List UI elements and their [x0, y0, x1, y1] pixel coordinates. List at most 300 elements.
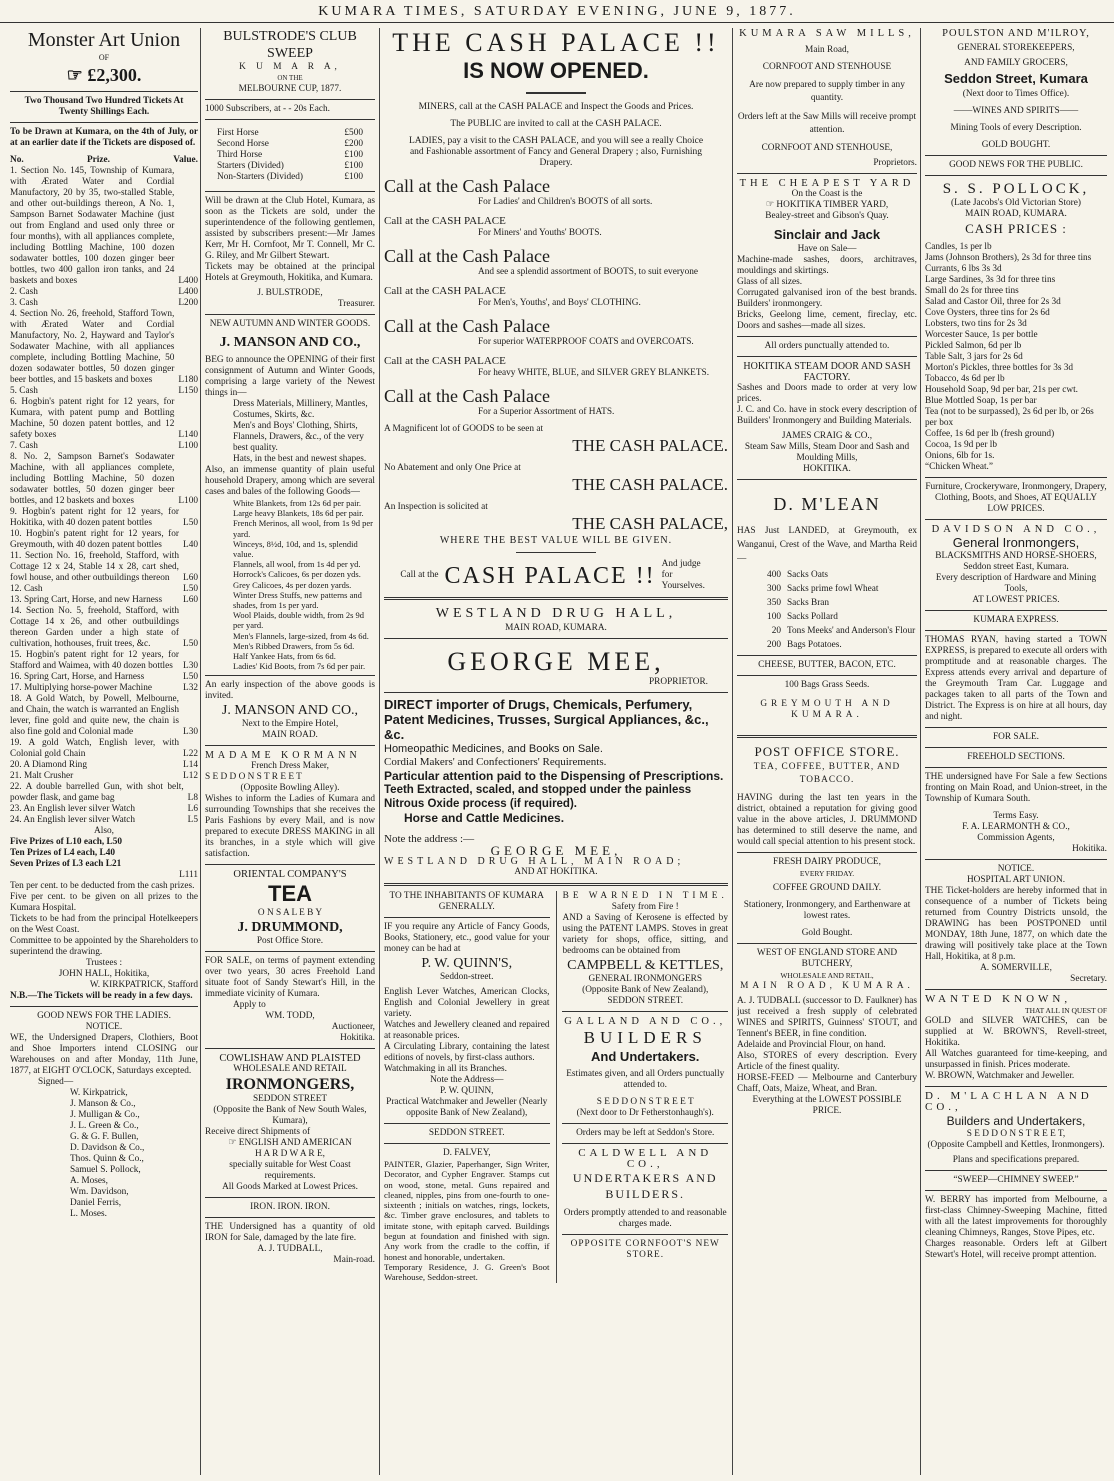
galland-street: S E D D O N S T R E E T	[596, 1097, 694, 1107]
prize-value: L50	[183, 639, 198, 649]
call-heading: Call at the Cash Palace	[384, 246, 550, 266]
goods-item: Men's and Boys' Clothing, Shirts, Flannels, Drawers, &c., of the very best quality.	[233, 421, 364, 453]
cargo-item: Bags Potatoes.	[787, 640, 842, 650]
call-heading: Call at the Cash Palace	[384, 386, 550, 406]
next-to-empire: Next to the Empire Hotel,	[241, 719, 339, 730]
direct-importer: DIRECT importer of Drugs, Chemicals, Perfumery, Patent Medicines, Trusses, Surgical Appliances, &c., &c.	[384, 697, 709, 742]
have-on-sale: Have on Sale—	[797, 244, 857, 254]
judge-yourselves: And judge for Yourselves.	[661, 559, 705, 591]
prize-value: L400	[178, 276, 198, 286]
cargo-qty: 20	[771, 626, 781, 636]
caldwell-orders: Orders promptly attended to and reasonable charges made.	[563, 1208, 727, 1229]
sinclair-item: Machine-made sashes, doors, architraves, mouldings and skirtings.	[737, 255, 917, 276]
prize-value: L50	[183, 672, 198, 682]
price-item: Household Soap, 9d per bar, 21s per cwt.	[925, 385, 1078, 395]
pollock-main-road: MAIN ROAD, KUMARA.	[965, 209, 1067, 219]
price-item: Currants, 6 lbs 3s 3d	[925, 264, 1002, 274]
no-abatement-line: No Abatement and only One Price at	[384, 463, 521, 473]
on-sale-by: O N S A L E B Y	[257, 908, 323, 919]
sinclair-item: Glass of all sizes.	[737, 277, 803, 287]
cash-palace-big: CASH PALACE !!	[444, 562, 656, 589]
prize-list	[10, 166, 198, 826]
price-item: Grey Calicoes, 4s per dozen yards.	[233, 579, 352, 590]
sweep-cup: MELBOURNE CUP, 1877.	[238, 84, 342, 94]
watches-cleaned: Watches and Jewellery cleaned and repaired at reasonable prices.	[384, 1020, 550, 1041]
prize-value: L60	[183, 595, 198, 605]
price-item: Pickled Salmon, 6d per lb	[925, 341, 1022, 351]
horse-row	[217, 128, 363, 139]
estimates: Estimates given, and all Orders punctually attended to.	[566, 1069, 725, 1090]
kormann-sub: French Dress Maker,	[251, 761, 329, 772]
horse-row	[217, 150, 363, 161]
header-prize: Prize.	[87, 155, 110, 165]
quinn-block	[384, 891, 550, 1283]
wanted-known: WANTED KNOWN,	[925, 993, 1072, 1005]
prize-value: L140	[178, 430, 198, 440]
public-line: The PUBLIC are invited to call at the CASH PALACE.	[450, 119, 662, 129]
particular-attention: Particular attention paid to the Dispensing of Prescriptions.	[384, 769, 724, 783]
price-list	[925, 242, 1107, 473]
hospital-body: THE Ticket-holders are hereby informed that in consequence of a number of Tickets being returned from Country Districts unsold, the DRAWING has been POSTPONED until MONDAY, 18th June, 1877, on which date the drawing will positively take place at the Town Hall, Hokitika, at 8 p.m.	[925, 886, 1107, 962]
prize-text: 2. Cash	[10, 287, 38, 297]
tea-coffee: TEA, COFFEE, BUTTER, AND TOBACCO.	[753, 762, 901, 785]
iron-body: THE Undersigned has a quantity of old IRON for Sale, damaged by the late fire.	[205, 1222, 375, 1244]
post-office-store: Post Office Store.	[256, 936, 324, 947]
column-2	[205, 28, 375, 1477]
temporary-residence: Temporary Residence, J. G. Green's Boot Warehouse, Seddon-street.	[384, 1261, 550, 1283]
notice-label: NOTICE.	[85, 1022, 123, 1032]
cargo-row	[737, 612, 917, 623]
prize-text: 22. A double barrelled Gun, with shot belt, powder flask, and game bag	[10, 782, 184, 803]
sinclair-item: Bricks, Geelong lime, cement, fireclay, etc. Doors and sashes—made all sizes.	[737, 310, 917, 331]
prize-row	[10, 441, 198, 452]
call-block	[384, 354, 728, 379]
items-list	[205, 498, 375, 671]
price-item: Winceys, 8½d, 10d, and 1s, splendid value.	[233, 538, 358, 560]
apply-to: Apply to	[233, 1000, 266, 1011]
signer: L. Moses.	[70, 1209, 107, 1219]
west-england: WEST OF ENGLAND STORE AND BUTCHERY,	[756, 948, 898, 969]
sweep-heading: “SWEEP—CHIMNEY SWEEP.”	[953, 1175, 1079, 1185]
specially-suitable: specially suitable for West Coast requirements.	[229, 1160, 351, 1182]
trustee: JOHN HALL, Hokitika,	[58, 969, 150, 979]
having-body: HAVING during the last ten years in the district, obtained a reputation for giving good value in the above articles, J. DRUMMOND has determined to still deserve the name, and would call special attention to his present stock.	[737, 793, 917, 847]
somerville-name: A. SOMERVILLE,	[980, 963, 1052, 973]
kormann-body: Wishes to inform the Ladies of Kumara and surrounding Townships that she receives the Paris Fashions by every Mail, and is now prepared to execute DRESS MAKING in all its branches, in a style which will give satisfaction.	[205, 794, 375, 860]
practical-watchmaker: Practical Watchmaker and Jeweller (Nearly opposite Bank of New Zealand),	[386, 1097, 548, 1118]
call-block	[384, 175, 728, 208]
signer: Daniel Ferris,	[70, 1198, 122, 1208]
prize-row	[10, 386, 198, 397]
in-quest-of: THAT ALL IN QUEST OF	[1025, 1006, 1107, 1015]
column-rule	[379, 28, 380, 1475]
orders-left: Orders may be left at Seddon's Store.	[576, 1128, 715, 1138]
opp-bnz: (Opposite Bank of New Zealand),	[582, 985, 709, 995]
quinn-body: IF you require any Article of Fancy Goods, Books, Stationery, etc., good value for your money can be had at	[384, 922, 550, 954]
lowest-prices: AT LOWEST PRICES.	[972, 595, 1060, 605]
prize-row	[10, 606, 198, 650]
cargo-qty: 400	[767, 570, 781, 580]
prize-value: L6	[187, 804, 198, 814]
prize-row	[10, 771, 198, 782]
prize-value: L400	[178, 287, 198, 297]
horse-list	[205, 124, 375, 187]
call-heading: Call at the CASH PALACE	[384, 355, 506, 367]
tickets-had: Tickets to be had from the principal Hotelkeepers on the West Coast.	[10, 914, 198, 935]
price-item: Jams (Johnson Brothers), 2s 3d for three tins	[925, 253, 1092, 263]
greymouth-kumara: GREYMOUTH AND KUMARA.	[760, 699, 894, 720]
tickets-line: Two Thousand Two Hundred Tickets At Twenty Shillings Each.	[24, 96, 184, 117]
horse-row	[217, 161, 363, 172]
cargo-qty: 300	[767, 584, 781, 594]
mclean-title: D. M'LEAN	[773, 494, 881, 514]
prize-row	[10, 529, 198, 551]
notice-title: NOTICE.	[997, 864, 1035, 874]
trustees-label: Trustees :	[85, 958, 123, 968]
horse-value: £100	[344, 172, 363, 182]
signer: J. L. Green & Co.,	[70, 1121, 139, 1131]
cordial-makers: Cordial Makers' and Confectioners' Requirements.	[384, 756, 607, 768]
safety-from-fire: Safety from Fire !	[611, 902, 679, 912]
prize-text: 5. Cash	[10, 386, 38, 396]
price-item: Small do 2s for three tins	[925, 286, 1019, 296]
quinn-name: P. W. QUINN'S,	[421, 956, 513, 971]
prize-value: L50	[183, 584, 198, 594]
grass-seeds: 100 Bags Grass Seeds.	[784, 680, 870, 690]
prize-value: L150	[178, 386, 198, 396]
craig-name: JAMES CRAIG & CO.,	[781, 431, 873, 441]
committee: Committee to be appointed by the Shareholders to superintend the drawing.	[10, 936, 198, 957]
prize-text: 18. A Gold Watch, by Powell, Melbourne, and Chain, the watch is warranted an English lever, fine gold and quite new, the chain is also fine gold and Colonial made	[10, 694, 180, 737]
caldwell-title: CALDWELL AND CO.,	[578, 1147, 713, 1170]
call-sub: For Men's, Youths', and Boys' CLOTHING.	[478, 298, 641, 308]
george-proprietor: PROPRIETOR.	[649, 677, 708, 687]
manson-title: J. MANSON AND CO.,	[219, 335, 361, 350]
price-item: Flannels, all wool, from 1s 4d per yd.	[233, 559, 361, 570]
and-at-hokitika: AND AT HOKITIKA.	[514, 867, 598, 877]
prize-text: 4. Section No. 26, freehold, Stafford Town, with Ærated Water and Cordial Manufactory, No. 2, Hayward and Taylor's Sodawater Machine, with all appliances complete, including Bottling Machine, 50 dozen sodawater bottles, 50 dozen ginger beer bottles, and 15 baskets and boxes	[10, 309, 175, 385]
cargo-qty: 200	[767, 640, 781, 650]
all-goods-marked: All Goods Marked at Lowest Prices.	[222, 1182, 358, 1193]
horse-name: Second Horse	[217, 139, 269, 149]
seddon-street: SEDDON STREET	[252, 1094, 328, 1105]
steam-door-title: HOKITIKA STEAM DOOR AND SASH FACTORY.	[743, 361, 911, 383]
blacksmiths: BLACKSMITHS AND HORSE-SHOERS,	[935, 551, 1097, 561]
treasurer-title: Treasurer.	[337, 299, 375, 309]
art-union-amount	[10, 63, 198, 87]
sinclair-jack: Sinclair and Jack	[773, 227, 881, 242]
price-item: Morton's Pickles, three bottles for 3s 3d	[925, 363, 1074, 373]
on-the-coast: On the Coast is the	[791, 189, 863, 199]
main-road-kumara: MAIN ROAD, KUMARA.	[740, 981, 914, 991]
autumn-heading: NEW AUTUMN AND WINTER GOODS.	[209, 319, 371, 329]
also-line: Five Prizes of L10 each, L50	[10, 837, 123, 847]
post-office-store: POST OFFICE STORE.	[754, 744, 900, 759]
price-item: Salad and Castor Oil, three for 2s 3d	[925, 297, 1061, 307]
trustee: W. KIRKPATRICK, Stafford	[89, 980, 198, 990]
cargo-list	[737, 570, 917, 651]
signed-label: Signed—	[38, 1077, 74, 1087]
column-rule	[920, 28, 921, 1475]
drawn-line: To be Drawn at Kumara, on the 4th of July, or at an earlier date if the Tickets are disposed of.	[10, 127, 198, 148]
prize-value: L5	[187, 815, 198, 825]
price-item: Worcester Sauce, 1s per bottle	[925, 330, 1038, 340]
prize-value: L12	[183, 771, 198, 781]
also-line: Seven Prizes of L3 each L21	[10, 859, 122, 869]
craig-stock: J. C. and Co. have in stock every description of Builders' Ironmongery and Building Materials.	[737, 405, 917, 426]
prize-row	[10, 287, 198, 298]
tudball-name: A. J. TUDBALL,	[257, 1244, 323, 1255]
horse-row	[217, 172, 363, 183]
signers-list	[10, 1088, 198, 1220]
price-item: Blue Mottled Soap, 1s per bar	[925, 396, 1037, 406]
cheese-butter: CHEESE, BUTTER, BACON, ETC.	[758, 660, 896, 670]
hardware-title: H A R D W A R E,	[255, 1149, 325, 1160]
signer: Thos. Quinn & Co.,	[70, 1154, 144, 1164]
signer: W. Kirkpatrick,	[70, 1088, 128, 1098]
cargo-row	[737, 570, 917, 581]
builders-title: BUILDERS	[583, 1028, 707, 1047]
timber-yard-text: HOKITIKA TIMBER YARD,	[776, 200, 889, 210]
cargo-item: Sacks Pollard	[787, 612, 838, 622]
cash-palace-title: THE CASH PALACE !!	[392, 28, 720, 57]
falvey-body: PAINTER, Glazier, Paperhanger, Sign Writer, Decorator, and Cypher Engraver. Stamps cut on wood, stone, metal. Guns repaired and cleaned, nipples, pins from one-fourth to one-sixteenth ; initials on watches, rings, lockets, &c. Timber grave enclosures, and tablets to imitate stone, with epitaph carved. Buildings begun at foundation and finished with sign. Any work from the cradle to the coffin, if honest and honorable, undertaken.	[384, 1159, 550, 1262]
price-item: “Chicken Wheat.”	[925, 462, 993, 472]
cargo-item: Sacks Bran	[787, 598, 830, 608]
prize-text: 16. Spring Cart, Horse, and Harness	[10, 672, 145, 682]
mining-tools: Mining Tools of every Description.	[950, 123, 1082, 133]
george-mee: GEORGE MEE,	[447, 647, 665, 676]
price-item: Men's Ribbed Drawers, from 5s 6d.	[233, 640, 355, 651]
library: A Circulating Library, containing the latest editions of novels, by first-class authors.	[384, 1042, 550, 1063]
cash-palace-link: THE CASH PALACE.	[572, 475, 728, 494]
price-item: Large heavy Blankets, 18s 6d per pair.	[233, 508, 364, 519]
wholesale-retail: WHOLESALE AND RETAIL,	[780, 971, 874, 980]
call-block	[384, 245, 728, 278]
kormann-title: MADAME KORMANN	[205, 750, 361, 762]
ten-per-cent: Ten per cent. to be deducted from the cash prizes.	[10, 881, 195, 891]
prize-row	[10, 309, 198, 386]
art-union-of: OF	[98, 53, 110, 62]
sashes-doors: Sashes and Doors made to order at very low prices.	[737, 383, 917, 404]
mclachlan-title: D. M'LACHLAN AND CO.,	[925, 1090, 1093, 1113]
masthead: KUMARA TIMES, SATURDAY EVENING, JUNE 9, 1877.	[0, 0, 1114, 23]
prize-text: 20. A Diamond Ring	[10, 760, 87, 770]
craig-hokitika: HOKITIKA.	[803, 464, 851, 474]
prize-value: L180	[178, 375, 198, 385]
signer: J. Mulligan & Co.,	[70, 1110, 140, 1120]
prize-text: 8. No. 2, Sampson Barnet's Sodawater Machine, with all appliances complete, including Bottling Machine, 50 dozen sodawater bottles, 50 dozen ginger beer bottles, and 12 baskets and boxes	[10, 452, 175, 506]
prize-text: 23. An English lever silver Watch	[10, 804, 136, 814]
drummond-name: J. DRUMMOND,	[237, 920, 343, 936]
signer: G. & G. F. Bullen,	[70, 1132, 139, 1142]
art-union-title: Monster Art Union	[27, 29, 181, 51]
cornfoot-stenhouse: CORNFOOT AND STENHOUSE	[762, 62, 892, 72]
horse-name: Starters (Divided)	[217, 161, 284, 171]
prize-row	[10, 298, 198, 309]
where-best-value: WHERE THE BEST VALUE WILL BE GIVEN.	[439, 535, 673, 546]
falvey-name: D. FALVEY,	[442, 1148, 491, 1158]
westland-main-road: MAIN ROAD, KUMARA.	[505, 623, 607, 633]
poulston-title: POULSTON AND M'ILROY,	[942, 28, 1090, 39]
seddon-street-kumara: Seddon Street, Kumara	[944, 71, 1088, 86]
bealey-street: Bealey-street and Gibson's Quay.	[765, 211, 889, 221]
price-item: Candles, 1s per lb	[925, 242, 992, 252]
treasurer-name: J. BULSTRODE,	[257, 288, 323, 298]
price-item: Men's Flannels, large-sized, from 4s 6d.	[233, 630, 369, 641]
will-be-drawn: Will be drawn at the Club Hotel, Kumara, as soon as the Tickets are sold, under the superintendence of the following gentlemen, assisted by subscribers present:—Mr James Kerr, Mr H. Cornfoot, Mr T. Connell, Mr C. G. Riley, and Mr Gilbert Stewart.	[205, 196, 375, 261]
price-item: Wool Plaids, double width, from 2s 9d per yard.	[233, 610, 365, 631]
cowlishaw-title: COWLISHAW AND PLAISTED	[219, 1053, 361, 1065]
column-rule	[732, 28, 733, 1475]
tudball-body: A. J. TUDBALL (successor to D. Faulkner) has just received a fresh supply of celebrated WINES and SPIRITS, Guinness' STOUT, and Tennent's BEER, in fine condition.	[737, 996, 917, 1039]
ryan-body: THOMAS RYAN, having started a TOWN EXPRESS, is prepared to execute all orders with promptitude and at reasonable charges. The Express attends every arrival and departure of the Greymouth Tram Car. Luggage and packages taken to all parts of the Town and District. The Express is on hire at all hours, day and night.	[925, 635, 1107, 722]
saving-kerosene: AND a Saving of Kerosene is effected by using the PATENT LAMPS. Stoves in great variety for shops, office, sitting, and bedrooms can be obtained from	[562, 913, 728, 956]
quinn-name-small: P. W. QUINN,	[440, 1086, 494, 1096]
oriental-company: ORIENTAL COMPANY'S	[233, 869, 347, 881]
builders-undertakers: Builders and Undertakers,	[946, 1114, 1086, 1128]
kormann-opposite: (Opposite Bowling Alley).	[240, 783, 340, 794]
learmonth-name: F. A. LEARMONTH & CO.,	[962, 822, 1070, 832]
goods-item: Dress Materials, Millinery, Mantles, Costumes, Skirts, &c.	[233, 399, 368, 420]
brown-body: GOLD and SILVER WATCHES, can be supplied at W. BROWN'S, Revell-street, Hokitika.	[925, 1016, 1107, 1048]
price-item: Coffee, 1s 6d per lb (fresh ground)	[925, 429, 1055, 439]
sinclair-items	[737, 255, 917, 332]
pointing-hand-icon: ☞	[66, 65, 88, 85]
orders-line: Orders left at the Saw Mills will receive prompt attention.	[737, 112, 917, 135]
galland-title: GALLAND AND CO.,	[564, 1016, 727, 1027]
late-jacobs: (Late Jacobs's Old Victorian Store)	[950, 198, 1082, 208]
terms-easy: Terms Easy.	[993, 811, 1039, 821]
general-ironmongers: General Ironmongers,	[952, 535, 1080, 550]
ironmongers-title: IRONMONGERS,	[225, 1076, 355, 1094]
prize-row	[10, 595, 198, 606]
miners-line: MINERS, call at the CASH PALACE and Inspect the Goods and Prices.	[418, 102, 694, 112]
prize-row	[10, 694, 198, 738]
call-list	[384, 175, 728, 418]
horse-name: First Horse	[217, 128, 259, 138]
prize-value: L200	[178, 298, 198, 308]
header-no: No.	[10, 155, 24, 165]
price-item: Lobsters, two tins for 2s 3d	[925, 319, 1027, 329]
be-warned: BE WARNED IN TIME.	[562, 891, 728, 901]
header-value: Value.	[173, 155, 198, 165]
pointing-hand-icon: ☞	[228, 1138, 239, 1149]
call-sub: For Miners' and Youths' BOOTS.	[478, 228, 602, 238]
prize-row	[10, 804, 198, 815]
price-item: Tea (not to be surpassed), 2s 6d per lb, or 26s per box	[925, 407, 1094, 428]
call-heading: Call at the CASH PALACE	[384, 285, 506, 297]
learmonth-hokitika: Hokitika.	[1072, 844, 1107, 854]
prize-row	[10, 551, 198, 584]
land-for-sale: FOR SALE, on terms of payment extending over two years, 30 acres Freehold Land situate foot of Sandy Stewart's Hill, in the immediate vicinity of Kumara.	[205, 956, 375, 1000]
good-news-ladies: GOOD NEWS FOR THE LADIES.	[37, 1011, 171, 1021]
column-1	[10, 28, 198, 1477]
cash-palace-banner	[384, 559, 728, 592]
wholesale-retail: WHOLESALE AND RETAIL	[233, 1064, 347, 1075]
prize-row	[10, 452, 198, 507]
prize-value: L30	[183, 727, 198, 737]
prize-row	[10, 584, 198, 595]
english-american-text: ENGLISH AND AMERICAN	[238, 1138, 352, 1149]
inhabitants: TO THE INHABITANTS OF KUMARA GENERALLY.	[389, 891, 544, 912]
sweep-place: K U M A R A,	[239, 62, 341, 72]
watchmaking: Watchmaking in all its Branches.	[384, 1064, 507, 1074]
prize-row	[10, 782, 198, 804]
prize-row	[10, 650, 198, 672]
call-heading: Call at the Cash Palace	[384, 316, 550, 336]
cash-palace-link: THE CASH PALACE,	[572, 514, 728, 533]
davidson-title: DAVIDSON AND CO.,	[931, 524, 1101, 535]
also-total: L111	[179, 870, 198, 880]
call-sub: For superior WATERPROOF COATS and OVERCOATS.	[478, 337, 694, 347]
price-item: Onions, 6lb for 1s.	[925, 451, 995, 461]
horse-cattle: Horse and Cattle Medicines.	[404, 811, 565, 825]
opp-bank-nsw: (Opposite the Bank of New South Wales, Kumara),	[213, 1105, 367, 1127]
everything-lowest: Everything at the LOWEST POSSIBLE PRICE.	[752, 1095, 902, 1116]
cargo-row	[737, 598, 917, 609]
prize-value: L22	[183, 749, 198, 759]
signer: A. Moses,	[70, 1176, 108, 1186]
english-american	[205, 1138, 375, 1149]
nb-line: N.B.—The Tickets will be ready in a few days.	[10, 991, 193, 1001]
family-grocers: AND FAMILY GROCERS,	[964, 58, 1068, 68]
receive-shipments: Receive direct Shipments of	[205, 1127, 311, 1138]
opposite-cornfoot: OPPOSITE CORNFOOT'S NEW STORE.	[570, 1239, 720, 1260]
magnificent-line: A Magnificent lot of GOODS to be seen at	[384, 424, 544, 434]
proprietors: Proprietors.	[873, 158, 917, 168]
prize-row	[10, 738, 198, 760]
todd-auctioneer: Auctioneer,	[331, 1022, 375, 1033]
call-block	[384, 315, 728, 348]
prize-row	[10, 166, 198, 287]
westland-drug-hall: WESTLAND DRUG HALL,	[435, 606, 677, 621]
manson-body: BEG to announce the OPENING of their first consignment of Autumn and Winter Goods, comprising a large variety of the Newest things in—	[205, 355, 375, 398]
campbell-seddon: SEDDON STREET.	[607, 996, 684, 1006]
prize-value: L60	[183, 573, 198, 583]
somerville-secretary: Secretary.	[1070, 974, 1107, 984]
todd-name: WM. TODD,	[265, 1011, 315, 1022]
prize-text: 9. Hogbin's patent right for 12 years, for Hokitika, with 40 dozen patent bottles	[10, 507, 180, 528]
berry-charges: Charges reasonable. Orders left at Gilbert Stewart's Hotel, will receive prompt attention.	[925, 1239, 1107, 1260]
notice-body: WE, the Undersigned Drapers, Clothiers, Boot and Shoe Importers intend CLOSING our Warehouses on and after Monday, 11th June, 1877, at EIGHT O'CLOCK, Saturdays excepted.	[10, 1033, 198, 1076]
column-4	[737, 28, 917, 1477]
call-heading: Call at the CASH PALACE	[384, 215, 506, 227]
prize-value: L50	[183, 518, 198, 528]
express-title: KUMARA EXPRESS.	[973, 615, 1059, 625]
berry-body: W. BERRY has imported from Melbourne, a first-class Chimney-Sweeping Machine, fitted with all the latest improvements for thoroughly cleaning Chimneys, Ranges, Stove Pipes, etc.	[925, 1195, 1107, 1238]
seddon-street: SEDDON STREET.	[428, 1128, 505, 1138]
price-item: Large Sardines, 3s 3d for three tins	[925, 275, 1056, 285]
ladies-line: LADIES, pay a visit to the CASH PALACE, and you will see a really Choice and Fashionable assortment of Fancy and General Drapery ; also, Furnishing Drapery.	[408, 136, 704, 168]
seddon-east: Seddon street East, Kumara.	[963, 562, 1069, 572]
prize-text: 14. Section No. 5, freehold, Stafford, with Cottage 14 x 26, and other outbuildings thereon Garden under a high state of cultivation, hothouses, fruit trees, &c.	[10, 606, 180, 649]
column-rule	[200, 28, 201, 1475]
teeth-extracted: Teeth Extracted, scaled, and stopped under the painless Nitrous Oxide process (if required).	[384, 784, 692, 810]
five-per-cent: Five per cent. to be given on all prizes to the Kumara Hospital.	[10, 892, 198, 913]
price-item: Winter Dress Stuffs, new patterns and shades, from 1s per yard.	[233, 589, 362, 611]
call-block	[384, 385, 728, 418]
next-door: (Next door to Dr Fetherstonhaugh's).	[576, 1108, 714, 1118]
cargo-qty: 100	[767, 612, 781, 622]
every-hardware: Every description of Hardware and Mining Tools,	[935, 573, 1097, 594]
price-item: Half Yankee Hats, from 6s 6d.	[233, 651, 336, 662]
also-immense: Also, an immense quantity of plain useful household Drapery, among which are several cases and bales of the following Goods—	[205, 465, 375, 497]
quinn-seddon: Seddon-street.	[440, 972, 494, 982]
manson-signature: J. MANSON AND CO.,	[221, 703, 359, 719]
horse-value: £200	[344, 139, 363, 149]
call-sub: For heavy WHITE, BLUE, and SILVER GREY BLANKETS.	[478, 368, 710, 378]
